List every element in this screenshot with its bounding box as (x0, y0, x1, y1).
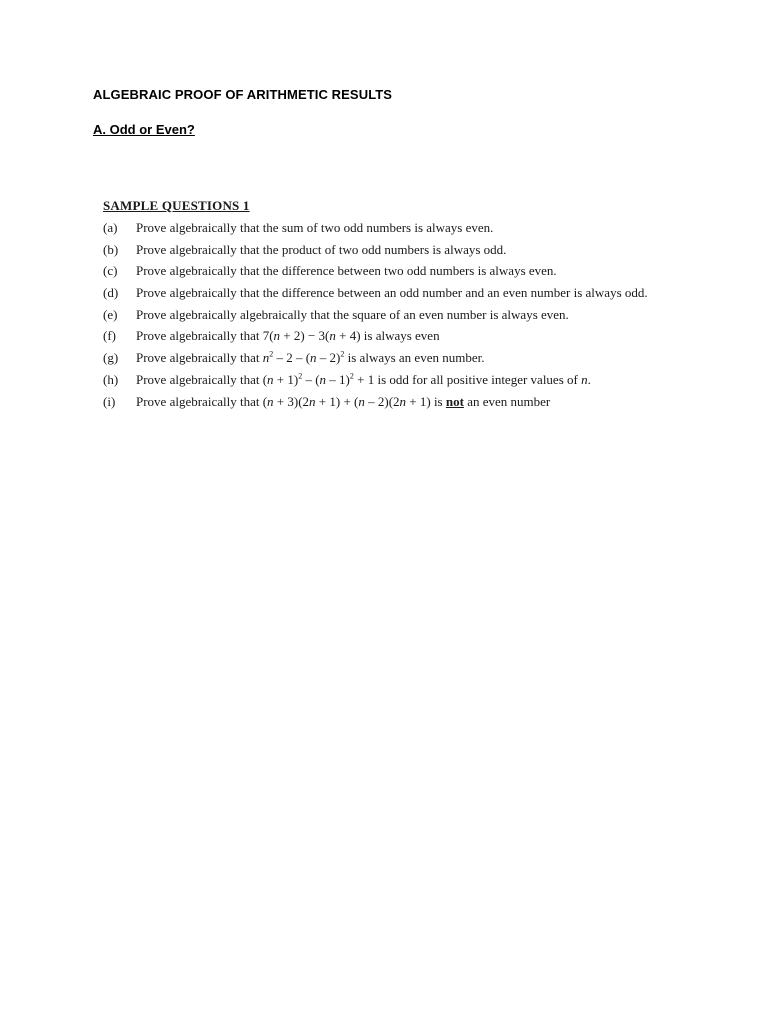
section-heading: A. Odd or Even? (93, 122, 195, 137)
question-text: Prove algebraically that the sum of two odd numbers is always even. (136, 220, 494, 235)
question-label: (f) (103, 328, 116, 344)
question-label: (g) (103, 350, 119, 366)
question-d (103, 285, 673, 300)
sample-questions-block (103, 198, 673, 415)
page-title: ALGEBRAIC PROOF OF ARITHMETIC RESULTS (93, 87, 393, 102)
question-label: (i) (103, 393, 116, 409)
question-i (103, 394, 673, 409)
question-b (103, 242, 673, 257)
question-g (103, 350, 673, 365)
question-c (103, 263, 673, 278)
question-text: Prove algebraically that the product of two odd numbers is always odd. (136, 241, 507, 257)
question-label: (b) (103, 241, 119, 257)
question-text: Prove algebraically that $(n + 1)^2 - (n - 1)^2 + 1$ is odd for all positive integer values of n. (136, 371, 591, 387)
question-f (103, 328, 673, 343)
question-label: (d) (103, 285, 119, 301)
question-text: Prove algebraically that $n^2 - 2 - (n - 2)^2$ is always an even number. (136, 349, 485, 366)
question-h (103, 372, 673, 387)
question-text: Prove algebraically that the difference between two odd numbers is always even. (136, 263, 557, 279)
question-label: (h) (103, 371, 119, 387)
question-text: Prove algebraically that the difference between an odd number and an even number is always odd. (136, 285, 648, 301)
question-e (103, 307, 673, 322)
question-label: (e) (103, 306, 118, 322)
question-label: (a) (103, 220, 118, 235)
sample-questions-heading: SAMPLE QUESTIONS 1 (103, 198, 250, 213)
emphasis-not: not (445, 393, 464, 409)
question-text: Prove algebraically that 7(n + 2) − 3(n + 4) is always even (136, 328, 440, 344)
question-a (103, 220, 673, 235)
question-text: Prove algebraically that (n + 3)(2n + 1) + (n – 2)(2n + 1) is not an even number (136, 393, 551, 409)
question-label: (c) (103, 263, 118, 279)
question-text: Prove algebraically algebraically that the square of an even number is always even. (136, 306, 569, 322)
